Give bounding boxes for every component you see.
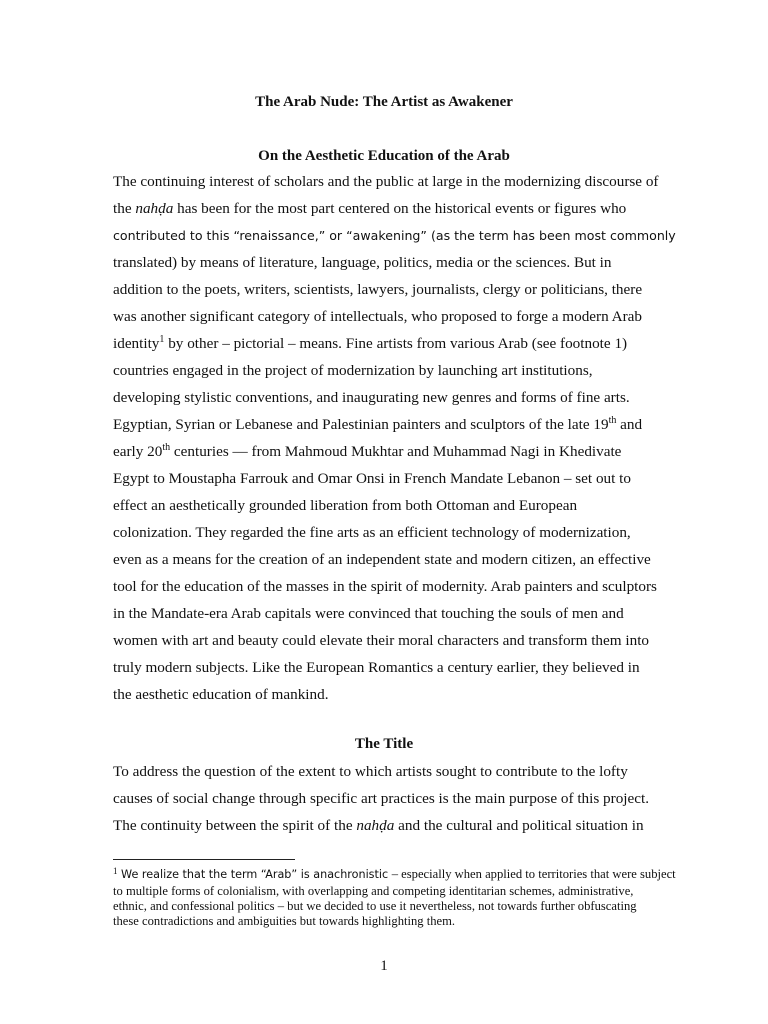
text-line: translated) by means of literature, language, politics, media or the sciences. But in xyxy=(113,254,612,271)
text-line: in the Mandate-era Arab capitals were convinced that touching the souls of men and xyxy=(113,605,624,622)
text-line: contributed to this “renaissance,” or “awakening” (as the term has been most commonly xyxy=(113,228,676,243)
text-line: effect an aesthetically grounded liberation from both Ottoman and European xyxy=(113,497,578,514)
document-title: The Arab Nude: The Artist as Awakener xyxy=(255,94,513,110)
text-line: the nahḍa has been for the most part centered on the historical events or figures who xyxy=(113,200,627,217)
text-line: To address the question of the extent to which artists sought to contribute to the lofty xyxy=(113,763,628,780)
italic-term: nahḍa xyxy=(135,200,174,217)
text-line: early 20th centuries — from Mahmoud Mukhtar and Muhammad Nagi in Khedivate xyxy=(113,442,622,460)
text-line: tool for the education of the masses in the spirit of modernity. Arab painters and sculptors xyxy=(113,578,657,595)
text-line: developing stylistic conventions, and inaugurating new genres and forms of fine arts. xyxy=(113,389,630,406)
footnote-divider xyxy=(113,859,295,860)
italic-term: nahḍa xyxy=(356,817,395,834)
text-line: causes of social change through specific art practices is the main purpose of this project. xyxy=(113,790,650,807)
text-line: The continuity between the spirit of the nahḍa and the cultural and political situation in xyxy=(113,817,644,834)
section-heading-title: The Title xyxy=(354,736,414,752)
text-line: was another significant category of intellectuals, who proposed to forge a modern Arab xyxy=(113,308,643,325)
page-number: 1 xyxy=(380,958,388,974)
text-line: women with art and beauty could elevate their moral characters and transform them into xyxy=(113,632,650,649)
text-line: countries engaged in the project of modernization by launching art institutions, xyxy=(113,362,593,379)
text-line: identity$^1$ by other – pictorial – means. Fine artists from various Arab (see footnote 1) xyxy=(113,334,628,352)
footnote-reference[interactable]: 1 xyxy=(159,334,165,345)
text-line: the aesthetic education of mankind. xyxy=(113,686,329,703)
footnote-number: 1 xyxy=(113,866,118,876)
text-line: truly modern subjects. Like the European Romantics a century earlier, they believed in xyxy=(113,659,640,676)
text-line: colonization. They regarded the fine arts as an efficient technology of modernization, xyxy=(113,524,631,541)
section-heading-aesthetic-education: On the Aesthetic Education of the Arab xyxy=(258,148,510,164)
footnote-line: $^1$ We realize that the term “Arab” is anachronistic – especially when applied to territories that were subject xyxy=(113,866,676,881)
text-line: The continuing interest of scholars and the public at large in the modernizing discourse of xyxy=(113,173,659,190)
text-line: addition to the poets, writers, scientists, lawyers, journalists, clergy or politicians, there xyxy=(113,281,643,298)
text-line: Egypt to Moustapha Farrouk and Omar Onsi in French Mandate Lebanon – set out to xyxy=(113,470,631,487)
footnote-line: these contradictions and ambiguities but towards highlighting them. xyxy=(113,914,456,928)
footnote-line: ethnic, and confessional politics – but we decided to use it nevertheless, not towards further obfuscating xyxy=(113,899,637,913)
text-line: Egyptian, Syrian or Lebanese and Palestinian painters and sculptors of the late 19th and xyxy=(113,415,643,433)
text-line: even as a means for the creation of an independent state and modern citizen, an effective xyxy=(113,551,651,568)
footnote-line: to multiple forms of colonialism, with overlapping and competing identitarian schemes, administrative, xyxy=(113,884,634,898)
